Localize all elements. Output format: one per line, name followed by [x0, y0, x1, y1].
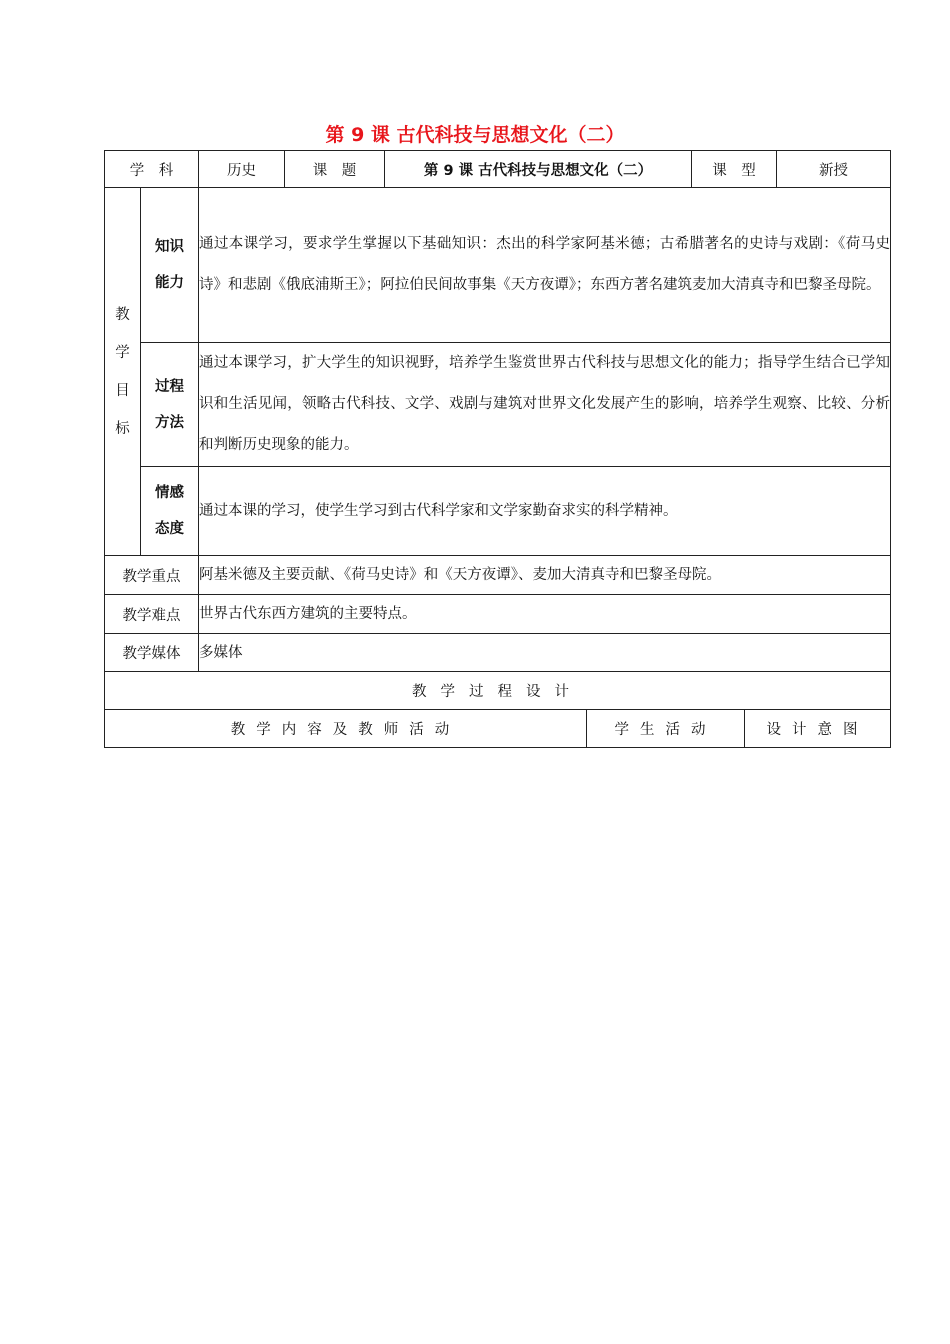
column-design-intent: 设计意图 [745, 710, 891, 748]
media-text: 多媒体 [199, 634, 891, 672]
column-teacher-activity: 教学内容及教师活动 [105, 710, 587, 748]
difficulties-label: 教学难点 [105, 595, 199, 634]
process-design-label: 教学过程设计 [105, 672, 891, 710]
media-row [105, 634, 891, 672]
page-title: 第 9 课 古代科技与思想文化（二） [325, 124, 625, 146]
knowledge-label [141, 188, 199, 343]
process-design-row [105, 672, 891, 710]
difficulties-row [105, 595, 891, 634]
objectives-label-char: 学 [115, 344, 130, 361]
objective-knowledge-row [105, 188, 891, 343]
key-points-label: 教学重点 [105, 556, 199, 595]
media-label: 教学媒体 [105, 634, 199, 672]
process-label-line: 方法 [155, 414, 184, 431]
objectives-label-char: 目 [115, 382, 130, 399]
subject-value: 历史 [199, 151, 285, 188]
key-points-row [105, 556, 891, 595]
objectives-label-char: 教 [115, 306, 130, 323]
process-label-line: 过程 [155, 378, 184, 395]
objectives-label [105, 188, 141, 556]
type-label: 课 型 [692, 151, 777, 188]
topic-value: 第 9 课 古代科技与思想文化（二） [385, 151, 692, 188]
lesson-plan-table [104, 150, 891, 748]
objective-attitude-row [105, 467, 891, 556]
attitude-label-line: 态度 [155, 521, 184, 537]
knowledge-label-line: 知识 [155, 239, 184, 255]
header-row [105, 151, 891, 188]
type-value: 新授 [777, 151, 891, 188]
process-text: 通过本课学习，扩大学生的知识视野，培养学生鉴赏世界古代科技与思想文化的能力；指导学生结合已学知识和生活见闻，领略古代科技、文学、戏剧与建筑对世界文化发展产生的影响，培养学生观察、比较、分析和判断历史现象的能力。 [199, 343, 891, 467]
attitude-label-line: 情感 [155, 485, 184, 501]
column-student-activity: 学生活动 [587, 710, 745, 748]
process-label [141, 343, 199, 467]
subject-label: 学 科 [105, 151, 199, 188]
attitude-text: 通过本课的学习，使学生学习到古代科学家和文学家勤奋求实的科学精神。 [199, 467, 891, 556]
topic-label: 课 题 [285, 151, 385, 188]
difficulties-text: 世界古代东西方建筑的主要特点。 [199, 595, 891, 634]
knowledge-label-line: 能力 [155, 275, 184, 291]
knowledge-text: 通过本课学习，要求学生掌握以下基础知识：杰出的科学家阿基米德；古希腊著名的史诗与戏剧：《荷马史诗》和悲剧《俄底浦斯王》；阿拉伯民间故事集《天方夜谭》；东西方著名建筑麦加大清真寺和巴黎圣母院。 [199, 188, 891, 343]
process-columns-row [105, 710, 891, 748]
objective-process-row [105, 343, 891, 467]
attitude-label [141, 467, 199, 556]
key-points-text: 阿基米德及主要贡献、《荷马史诗》和《天方夜谭》、麦加大清真寺和巴黎圣母院。 [199, 556, 891, 595]
objectives-label-char: 标 [115, 420, 130, 437]
